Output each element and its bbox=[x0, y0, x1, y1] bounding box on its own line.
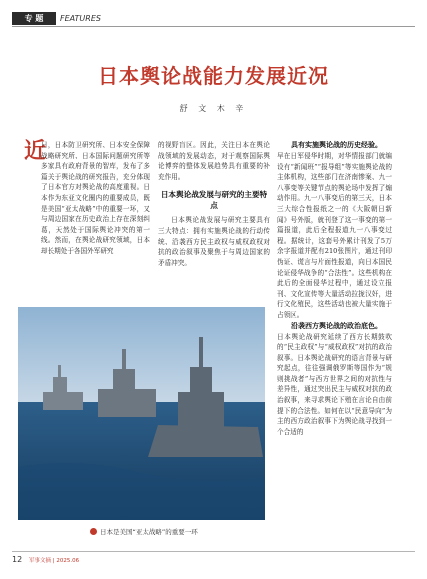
col1-paragraph: 日，日本防卫研究所、日本安全保障战略研究所、日本国际问题研究所等多家具有政府背景的智库，发布了多篇关于舆论战的研究报告，充分体现了日本官方对舆论战的高度重视。日本作为东亚文化圈内的重要成员，既是美国“亚太战略”中的重要一环，又与周边国家在历史政治上存在深刻纠葛，天然处于国际舆论冲突的第一线。然而，在舆论战研究领域，日本却长期处于各国外军研究 bbox=[41, 141, 150, 255]
warship-photo bbox=[18, 307, 265, 520]
section-heading: 日本舆论战发展与研究的主要特点 bbox=[160, 190, 268, 211]
article-author: 舒 文 木 辛 bbox=[179, 104, 248, 113]
page-number: 12 bbox=[12, 555, 23, 564]
subheading-1: 具有实施舆论战的历史经验。 bbox=[291, 141, 382, 149]
footer-divider bbox=[12, 551, 415, 552]
col2-paragraph-2: 日本舆论战发展与研究主要具有三大特点：拥有实施舆论战的行动传统、沿袭西方民主政权与威权政权对抗的政治叙事及聚焦于与周边国家的矛盾冲突。 bbox=[158, 216, 270, 267]
section-english: FEATURES bbox=[60, 14, 101, 23]
section-label: 专 题 bbox=[12, 12, 56, 25]
header-divider bbox=[12, 26, 415, 27]
column-3 bbox=[277, 140, 392, 437]
article-title: 日本舆论战能力发展近况 bbox=[98, 64, 329, 88]
page-header bbox=[0, 0, 427, 30]
caption-text: 日本是美国“亚太战略”的重要一环 bbox=[100, 528, 198, 536]
subheading-2: 沿袭西方舆论战的政治底色。 bbox=[291, 321, 382, 330]
col3-paragraph-2: 日本舆论战研究延续了西方长期鼓吹的“民主政权”与“威权政权”对抗的政治叙事。日本舆论战研究的语言背景与研究起点，往往强调俄罗斯等国作为“规则挑战者”与西方世界之间的对抗性与差异性，通过突出民主与威权对抗的政治叙事，来寻求舆论下殖在言论自由前提下的合法性。如何在以“民意导向”为主的西方政治叙事下为舆论战寻找到一个合适的 bbox=[277, 332, 392, 436]
column-2 bbox=[158, 140, 270, 268]
column-1 bbox=[41, 140, 150, 257]
photo-caption bbox=[90, 527, 198, 536]
drop-cap: 近 bbox=[24, 138, 47, 164]
caption-marker-icon bbox=[90, 528, 97, 535]
col2-paragraph-1: 的视野盲区。因此，关注日本在舆论战领域的发展动态，对于观察国际舆论博弈的整体发展趋势具有重要的补充作用。 bbox=[158, 141, 270, 181]
magazine-name: 军事文摘 | 2025.06 bbox=[29, 558, 80, 564]
col3-paragraph-1: 早在日军侵华时期，对华情报部门就编设有“新闻班”“报导组”等实施舆论战的主体机构，这些部门在济南惨案、九一八事变等关键节点的舆论场中发挥了煽动作用。九一八事变后的第三天，日本三大综合性报纸之一的《大阪朝日新闻》号外版，就刊登了这一事变的第一篇报道，此后全程报道九一八事变过程。据统计，这套号外累计刊发了5万余字报道并配有210张图片，通过刊印伪证、谎言与片面性报道，向日本国民论证侵华战争的“合法性”。这些机构在此后的全面侵华过程中，通过设立报刊、文化宣传等大量活动拉拢汉奸，进行文化殖民，这些活动也被大量实施于占领区。 bbox=[277, 152, 392, 319]
